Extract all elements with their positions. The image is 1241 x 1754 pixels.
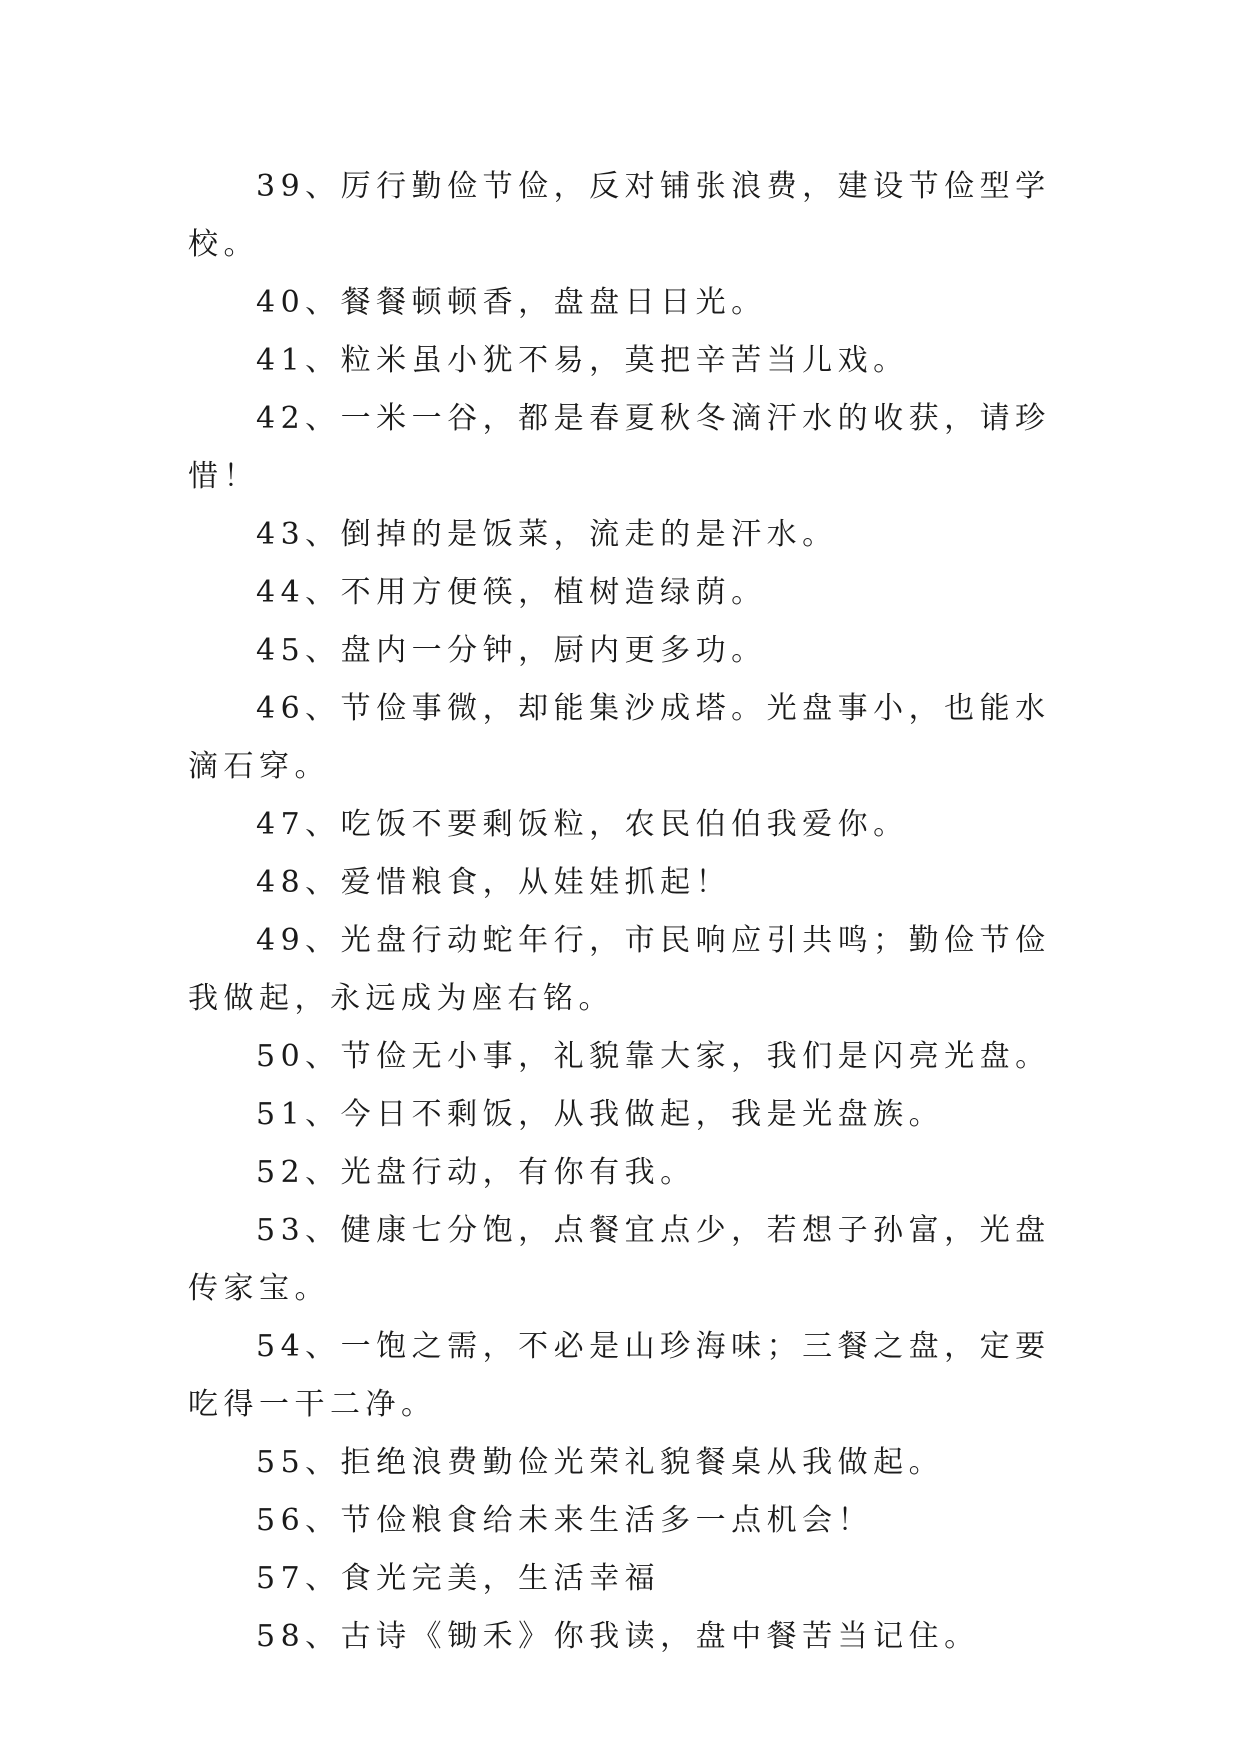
slogan-paragraph-42: 42、一米一谷，都是春夏秋冬滴汗水的收获，请珍惜！ bbox=[188, 401, 1051, 494]
slogan-paragraph-51: 51、今日不剩饭，从我做起，我是光盘族。 bbox=[256, 1097, 945, 1132]
slogan-paragraph-56: 56、节俭粮食给未来生活多一点机会！ bbox=[256, 1503, 874, 1538]
slogan-paragraph-47: 47、吃饭不要剩饭粒，农民伯伯我爱你。 bbox=[256, 807, 909, 842]
slogan-paragraph-53: 53、健康七分饱，点餐宜点少，若想子孙富，光盘传家宝。 bbox=[188, 1213, 1051, 1306]
slogan-paragraph-57: 57、食光完美，生活幸福 bbox=[256, 1561, 661, 1596]
slogan-paragraph-50: 50、节俭无小事，礼貌靠大家，我们是闪亮光盘。 bbox=[256, 1039, 1051, 1074]
document-body bbox=[188, 158, 1068, 1666]
slogan-paragraph-54: 54、一饱之需，不必是山珍海味；三餐之盘，定要吃得一干二净。 bbox=[188, 1329, 1051, 1422]
slogan-paragraph-58: 58、古诗《锄禾》你我读，盘中餐苦当记住。 bbox=[256, 1619, 980, 1654]
slogan-paragraph-40: 40、餐餐顿顿香，盘盘日日光。 bbox=[256, 285, 767, 320]
slogan-paragraph-45: 45、盘内一分钟，厨内更多功。 bbox=[256, 633, 767, 668]
slogan-paragraph-44: 44、不用方便筷，植树造绿荫。 bbox=[256, 575, 767, 610]
slogan-paragraph-55: 55、拒绝浪费勤俭光荣礼貌餐桌从我做起。 bbox=[256, 1445, 945, 1480]
slogan-paragraph-41: 41、粒米虽小犹不易，莫把辛苦当儿戏。 bbox=[256, 343, 909, 378]
slogan-paragraph-39: 39、厉行勤俭节俭，反对铺张浪费，建设节俭型学校。 bbox=[188, 169, 1051, 262]
slogan-paragraph-48: 48、爱惜粮食，从娃娃抓起！ bbox=[256, 865, 732, 900]
slogan-paragraph-49: 49、光盘行动蛇年行，市民响应引共鸣；勤俭节俭我做起，永远成为座右铭。 bbox=[188, 923, 1051, 1016]
slogan-paragraph-52: 52、光盘行动，有你有我。 bbox=[256, 1155, 696, 1190]
slogan-paragraph-43: 43、倒掉的是饭菜，流走的是汗水。 bbox=[256, 517, 838, 552]
slogan-paragraph-46: 46、节俭事微，却能集沙成塔。光盘事小，也能水滴石穿。 bbox=[188, 691, 1051, 784]
